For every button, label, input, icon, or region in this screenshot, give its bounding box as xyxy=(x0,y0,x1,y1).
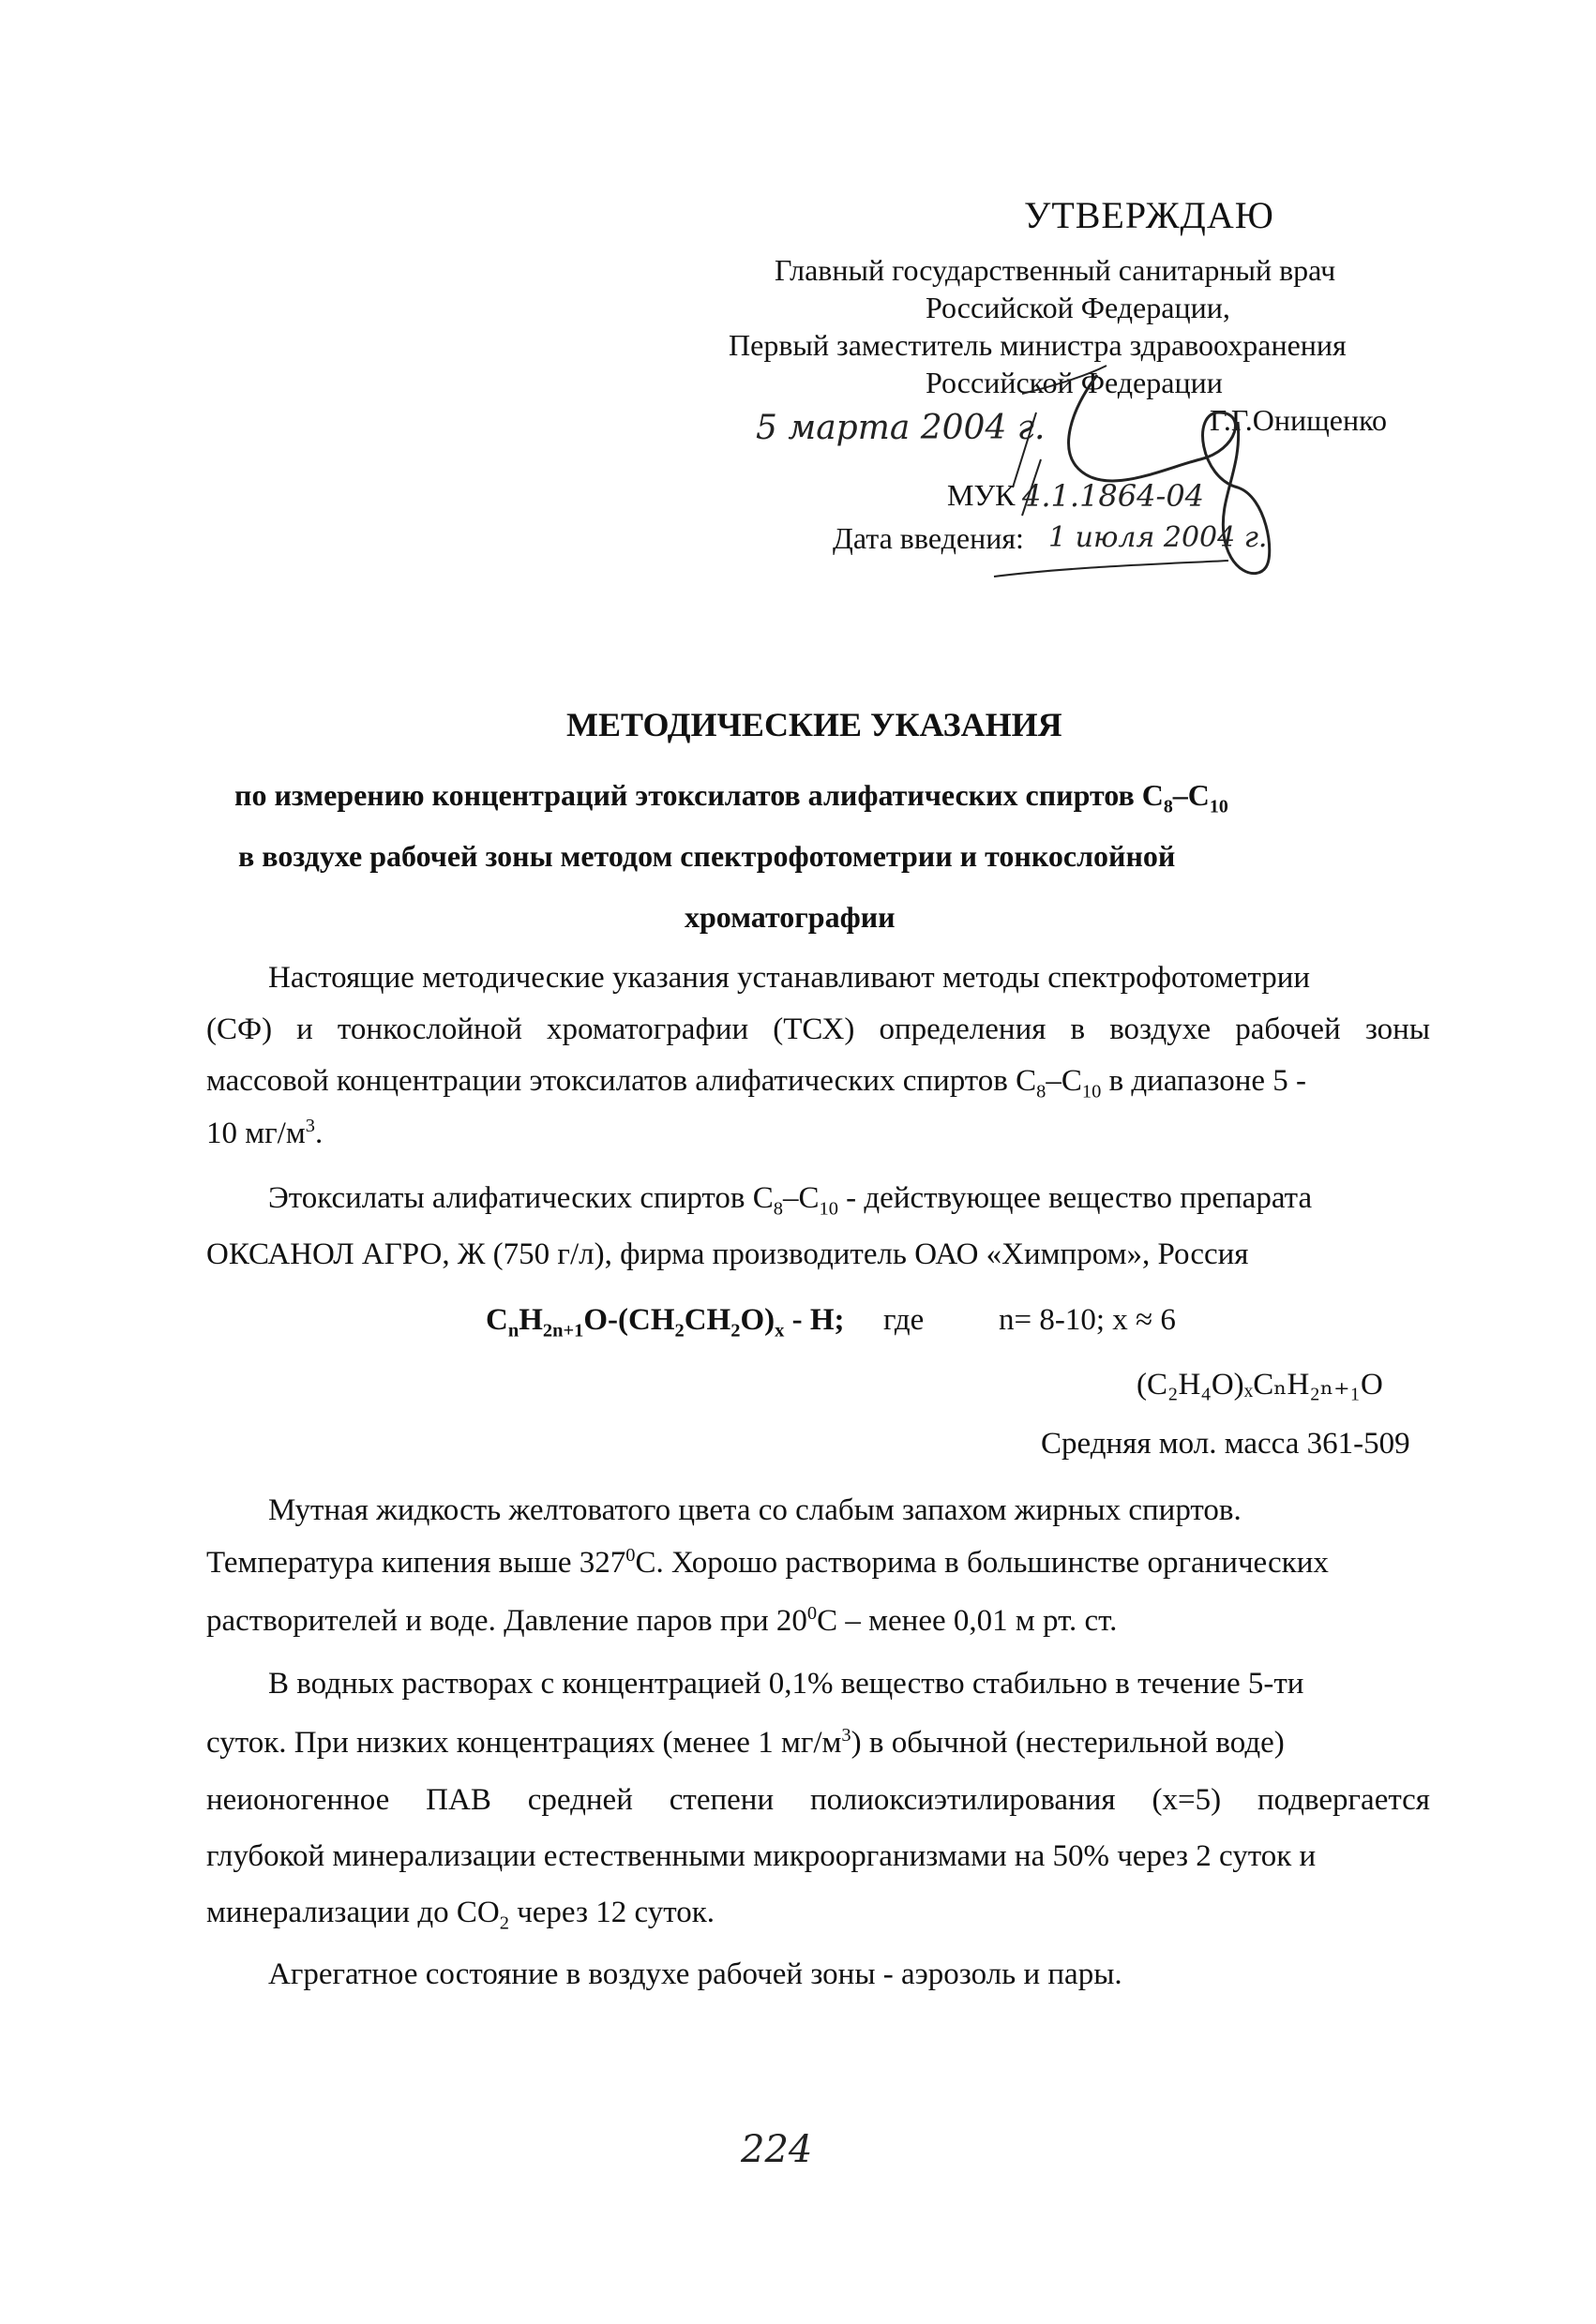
formula-params: n= 8-10; x ≈ 6 xyxy=(999,1303,1176,1337)
molar-mass: Средняя мол. масса 361-509 xyxy=(1041,1427,1410,1461)
intro-date-label: Дата введения: xyxy=(833,521,1024,555)
para1-line-4: 10 $мг/м^3$. xyxy=(206,1116,324,1150)
c8-subscript: 8 xyxy=(1036,1081,1046,1102)
approval-line-4: Российской Федерации xyxy=(926,366,1223,399)
document-title: МЕТОДИЧЕСКИЕ УКАЗАНИЯ xyxy=(566,706,1062,743)
para1-line-1: Настоящие методические указания устанавливают методы спектрофотометрии xyxy=(268,961,1311,995)
para4-line-5-text: минерализации до СО xyxy=(206,1896,500,1929)
signer-name: Г.Г.Онищенко xyxy=(1210,403,1388,437)
para4-line-2: суток. При низких концентрациях (менее 1 $мг/м^3$) в обычной (нестерильной воде) xyxy=(206,1725,1285,1760)
para2-line-2: ОКСАНОЛ АГРО, Ж (750 г/л), фирма производитель ОАО «Химпром», Россия xyxy=(206,1237,1249,1271)
para3-line-3-text: растворителей и воде. Давление паров при 20 xyxy=(206,1604,807,1638)
subtitle-line-3: хроматографии xyxy=(685,900,896,934)
para1-line-2: (СФ) и тонкослойной хроматографии (ТСХ) определения в воздухе рабочей зоны xyxy=(206,1012,1430,1046)
para3-line-2: Температура кипения выше $327^0С$. Хорошо растворима в большинстве органических xyxy=(206,1545,1329,1580)
para2-line-1-text: Этоксилаты алифатических спиртов С xyxy=(268,1181,774,1215)
intro-date: 1 июля 2004 г. xyxy=(1048,521,1268,554)
chemical-formula: $C_nH_{2n+1}O-(CH_2CH_2O)_x$ - H; xyxy=(486,1303,845,1342)
subtitle-dash: –С xyxy=(1172,778,1210,812)
para4-line-2-tail: ) в обычной (нестерильной воде) xyxy=(851,1726,1285,1760)
signature-mark xyxy=(985,356,1322,591)
muk-label: МУК xyxy=(947,478,1016,512)
approval-heading: УТВЕРЖДАЮ xyxy=(1024,194,1274,236)
approval-line-2: Российской Федерации, xyxy=(926,291,1230,324)
para2-line-1: Этоксилаты алифатических спиртов $С_8-С_{10}$ - действующее вещество препарата xyxy=(268,1181,1313,1220)
para2-line-1-tail: - действующее вещество препарата xyxy=(837,1181,1313,1215)
page-number: 224 xyxy=(741,2128,813,2171)
para4-line-5-tail: через 12 суток. xyxy=(508,1896,715,1929)
para1-line-3: массовой концентрации этоксилатов алифатических спиртов $С_8-С_{10}$ в диапазоне 5 - xyxy=(206,1064,1307,1102)
approval-line-1: Главный государственный санитарный врач xyxy=(775,253,1336,287)
concentration-unit: 10 мг/м xyxy=(206,1117,306,1150)
para3-line-1: Мутная жидкость желтоватого цвета со слабым запахом жирных спиртов. xyxy=(268,1493,1242,1527)
para3-line-2-tail: С. Хорошо растворима в большинстве органических xyxy=(635,1546,1329,1580)
para4-line-4: глубокой минерализации естественными микроорганизмами на 50% через 2 суток и xyxy=(206,1839,1317,1873)
subtitle-line-1 xyxy=(234,778,1228,817)
para3-line-3-tail: С – менее 0,01 м рт. ст. xyxy=(817,1604,1118,1638)
para4-line-1: В водных растворах с концентрацией 0,1% вещество стабильно в течение 5-ти xyxy=(268,1667,1304,1701)
approval-line-3: Первый заместитель министра здравоохранения xyxy=(729,328,1347,362)
subtitle-c10-subscript: 10 xyxy=(1209,796,1228,817)
para5-line-1: Агрегатное состояние в воздухе рабочей зоны - аэрозоль и пары. xyxy=(268,1957,1122,1991)
subtitle-line-2: в воздухе рабочей зоны методом спектрофотометрии и тонкослойной xyxy=(238,839,1176,873)
subtitle-c8-subscript: 8 xyxy=(1163,796,1173,817)
subtitle-line-1-text: по измерению концентраций этоксилатов алифатических спиртов С xyxy=(234,778,1164,812)
para3-line-3: растворителей и воде. Давление паров при $20^0С$ – менее 0,01 м рт. ст. xyxy=(206,1603,1118,1638)
para4-line-5: минерализации до $СО_2$ через 12 суток. xyxy=(206,1896,715,1934)
para1-line-3-range: в диапазоне 5 - xyxy=(1101,1064,1307,1098)
para1-line-3-text: массовой концентрации этоксилатов алифатических спиртов С xyxy=(206,1064,1037,1098)
c10-subscript: 10 xyxy=(1081,1081,1102,1102)
formula-alternate: (C₂H₄O)ₓCₙH₂ₙ₊₁O xyxy=(1137,1368,1383,1402)
formula-where: где xyxy=(883,1303,925,1337)
muk-number: 4.1.1864-04 xyxy=(1022,478,1205,514)
para4-line-3: неионогенное ПАВ средней степени полиоксиэтилирования (х=5) подвергается xyxy=(206,1783,1430,1817)
para4-line-2-text: суток. При низких концентрациях (менее 1 мг/м xyxy=(206,1726,842,1760)
para3-line-2-text: Температура кипения выше 327 xyxy=(206,1546,626,1580)
signed-date: 5 марта 2004 г. xyxy=(756,409,1046,447)
